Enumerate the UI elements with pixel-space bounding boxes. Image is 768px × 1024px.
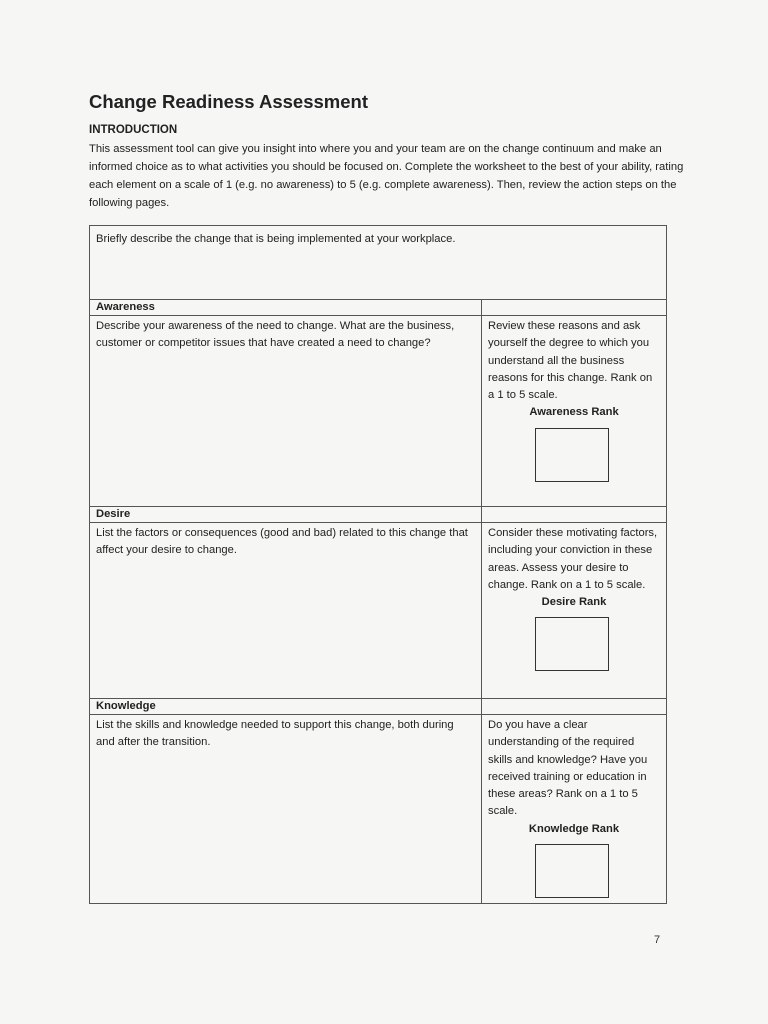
desire-guidance-cell	[482, 523, 667, 699]
page-number: 7	[654, 934, 661, 946]
awareness-rank-label: Awareness Rank	[529, 406, 619, 419]
awareness-prompt: Describe your awareness of the need to change. What are the business, customer or competitor issues that have created a need to change?	[96, 320, 455, 350]
desire-prompt: List the factors or consequences (good and bad) related to this change that affect your desire to change.	[96, 527, 468, 557]
knowledge-heading-blank	[482, 699, 667, 715]
knowledge-guidance-cell	[482, 715, 667, 904]
desire-response-field[interactable]	[90, 523, 482, 699]
knowledge-guidance: Do you have a clear understanding of the required skills and knowledge? Have you received training or education in these areas? Rank on a 1 to 5 scale.	[488, 719, 648, 818]
page-title: Change Readiness Assessment	[89, 91, 368, 112]
desire-rank-box[interactable]	[535, 617, 609, 671]
desire-heading: Desire	[90, 507, 482, 523]
introduction-text: This assessment tool can give you insight into where you and your team are on the change continuum and make an informed choice as to what activities you should be focused on. Complete the worksheet to the best of your ability, rating each element on a scale of 1 (e.g. no awareness) to 5 (e.g. complete awareness). Then, review the action steps on the following pages.	[89, 143, 684, 209]
change-description-prompt: Briefly describe the change that is being implemented at your workplace.	[96, 233, 456, 245]
desire-guidance: Consider these motivating factors, including your conviction in these areas. Assess your desire to change. Rank on a 1 to 5 scale.	[488, 527, 658, 591]
awareness-rank-box[interactable]	[535, 428, 609, 482]
assessment-worksheet	[89, 225, 667, 904]
introduction-heading: INTRODUCTION	[89, 124, 178, 136]
awareness-response-field[interactable]	[90, 316, 482, 507]
knowledge-heading: Knowledge	[90, 699, 482, 715]
awareness-guidance: Review these reasons and ask yourself the degree to which you understand all the business reasons for this change. Rank on a 1 to 5 scale.	[488, 320, 653, 402]
desire-rank-label: Desire Rank	[541, 596, 607, 609]
awareness-guidance-cell	[482, 316, 667, 507]
awareness-heading: Awareness	[90, 300, 482, 316]
awareness-heading-blank	[482, 300, 667, 316]
knowledge-prompt: List the skills and knowledge needed to support this change, both during and after the transition.	[96, 719, 454, 749]
knowledge-response-field[interactable]	[90, 715, 482, 904]
desire-heading-blank	[482, 507, 667, 523]
knowledge-rank-label: Knowledge Rank	[528, 822, 620, 835]
change-description-field[interactable]	[90, 226, 667, 300]
knowledge-rank-box[interactable]	[535, 844, 609, 898]
